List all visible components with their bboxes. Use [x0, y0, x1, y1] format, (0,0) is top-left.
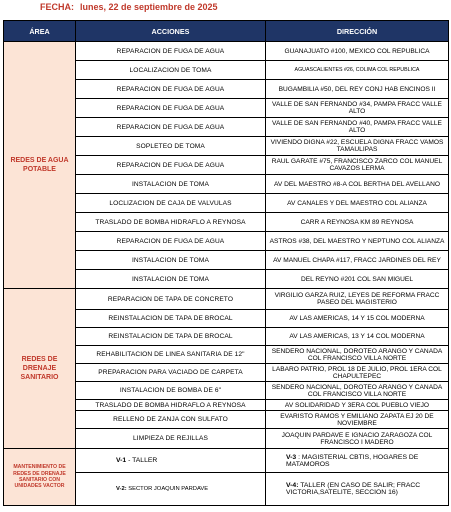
action-cell: INSTALACION DE TOMA	[76, 251, 266, 270]
action-cell: REPARACION DE FUGA DE AGUA	[76, 80, 266, 99]
table-row	[4, 42, 449, 61]
action-cell: PREPARACION PARA VACIADO DE CARPETA	[76, 364, 266, 382]
vactor-v1-cell	[76, 449, 266, 473]
action-cell: INSTALACION DE TOMA	[76, 175, 266, 194]
action-cell: LOCALIZACION DE TOMA	[76, 61, 266, 80]
vactor-location: : MAGISTERIAL CBTIS, HOGARES DE MATAMOROS	[286, 453, 419, 468]
table-row	[4, 289, 449, 310]
area-cell-agua: REDES DE AGUA POTABLE	[4, 42, 76, 289]
area-cell-drenaje: REDES DE DRENAJE SANITARIO	[4, 289, 76, 449]
vactor-location: - TALLER	[126, 457, 158, 464]
address-cell: VIRGILIO GARZA RUIZ, LEYES DE REFORMA FRACC PASEO DEL MAGISTERIO	[266, 289, 449, 310]
action-cell: TRASLADO DE BOMBA HIDRAFLO A REYNOSA	[76, 213, 266, 232]
address-cell: AV MANUEL CHAPA #117, FRACC JARDINES DEL REY	[266, 251, 449, 270]
area-cell-vactor: MANTENIMIENTO DE REDES DE DRENAJE SANITARIO CON UNIDADES VACTOR	[4, 449, 76, 506]
action-cell: INSTALACION DE TOMA	[76, 270, 266, 289]
date-value: lunes, 22 de septiembre de 2025	[80, 2, 218, 12]
vactor-location: SECTOR JOAQUIN PARDAVE	[126, 485, 209, 492]
vactor-code: V-3	[286, 453, 297, 461]
vactor-v2-cell	[76, 473, 266, 506]
vactor-code: V-4:	[286, 482, 299, 489]
header-direccion: DIRECCIÓN	[266, 21, 449, 42]
header-area: ÁREA	[4, 21, 76, 42]
vactor-location: TALLER (EN CASO DE SALIR; FRACC VICTORIA,SATELITE, SECCION 16)	[286, 482, 421, 496]
action-cell: LIMPIEZA DE REJILLAS	[76, 429, 266, 449]
vactor-v4-cell	[266, 473, 449, 506]
vactor-code: V-1	[116, 457, 127, 464]
address-cell: VALLE DE SAN FERNANDO #40, PAMPA FRACC VALLE ALTO	[266, 118, 449, 137]
address-cell: AGUASCALIENTES #26, COLIMA COL REPUBLICA	[266, 61, 449, 80]
address-cell: AV LAS AMERICAS, 14 Y 15 COL MODERNA	[266, 310, 449, 328]
address-cell: VIVIENDO DIGNA #22, ESCUELA DIGNA FRACC VAMOS TAMAULIPAS	[266, 137, 449, 156]
address-cell: AV DEL MAESTRO #8-A COL BERTHA DEL AVELLANO	[266, 175, 449, 194]
report-table	[3, 20, 449, 506]
action-cell: REPARACION DE TAPA DE CONCRETO	[76, 289, 266, 310]
vactor-v3-cell	[266, 449, 449, 473]
address-cell: GUANAJUATO #100, MEXICO COL REPUBLICA	[266, 42, 449, 61]
address-cell: AV CANALES Y DEL MAESTRO COL ALIANZA	[266, 194, 449, 213]
action-cell: REHABILITACION DE LINEA SANITARIA DE 12"	[76, 346, 266, 364]
action-cell: INSTALACION DE BOMBA DE 6"	[76, 382, 266, 400]
action-cell: REPARACION DE FUGA DE AGUA	[76, 156, 266, 175]
action-cell: REPARACION DE FUGA DE AGUA	[76, 42, 266, 61]
action-cell: LOCLIZACION DE CAJA DE VALVULAS	[76, 194, 266, 213]
address-cell: AV LAS AMERICAS, 13 Y 14 COL MODERNA	[266, 328, 449, 346]
action-cell: REPARACION DE FUGA DE AGUA	[76, 232, 266, 251]
date-line	[40, 2, 218, 16]
table-row	[4, 449, 449, 473]
action-cell: TRASLADO DE BOMBA HIDRAFLO A REYNOSA	[76, 400, 266, 411]
address-cell: ASTROS #38, DEL MAESTRO Y NEPTUNO COL ALIANZA	[266, 232, 449, 251]
address-cell: EVARISTO RAMOS Y EMILIANO ZAPATA EJ 20 DE NOVIEMBRE	[266, 411, 449, 429]
address-cell: SENDERO NACIONAL, DOROTEO ARANGO Y CANADA COL FRANCISCO VILLA NORTE	[266, 382, 449, 400]
address-cell: VALLE DE SAN FERNANDO #34, PAMPA FRACC VALLE ALTO	[266, 99, 449, 118]
address-cell: AV SOLIDARIDAD Y 3ERA COL PUEBLO VIEJO	[266, 400, 449, 411]
action-cell: REINSTALACION DE TAPA DE BROCAL	[76, 328, 266, 346]
address-cell: RAUL GARATE #75, FRANCISCO ZARCO COL MANUEL CAVAZOS LERMA	[266, 156, 449, 175]
date-label: FECHA:	[40, 2, 74, 12]
address-cell: LABARO PATRIO, PROL 18 DE JULIO, PROL 1ERA COL CHAPULTEPEC	[266, 364, 449, 382]
vactor-code: V-2:	[116, 485, 127, 492]
address-cell: JOAQUIN PARDAVE E IGNACIO ZARAGOZA COL FRANCISCO I MADERO	[266, 429, 449, 449]
action-cell: REPARACION DE FUGA DE AGUA	[76, 118, 266, 137]
address-cell: SENDERO NACIONAL, DOROTEO ARANGO Y CANADA COL FRANCISCO VILLA NORTE	[266, 346, 449, 364]
action-cell: REINSTALACION DE TAPA DE BROCAL	[76, 310, 266, 328]
action-cell: SOPLETEO DE TOMA	[76, 137, 266, 156]
address-cell: DEL REYNO #201 COL SAN MIGUEL	[266, 270, 449, 289]
table-header-row	[4, 21, 449, 42]
address-cell: CARR A REYNOSA KM 89 REYNOSA	[266, 213, 449, 232]
action-cell: REPARACION DE FUGA DE AGUA	[76, 99, 266, 118]
action-cell: RELLENO DE ZANJA CON SULFATO	[76, 411, 266, 429]
address-cell: BUGAMBILIA #50, DEL REY CONJ HAB ENCINOS II	[266, 80, 449, 99]
header-acciones: ACCIONES	[76, 21, 266, 42]
